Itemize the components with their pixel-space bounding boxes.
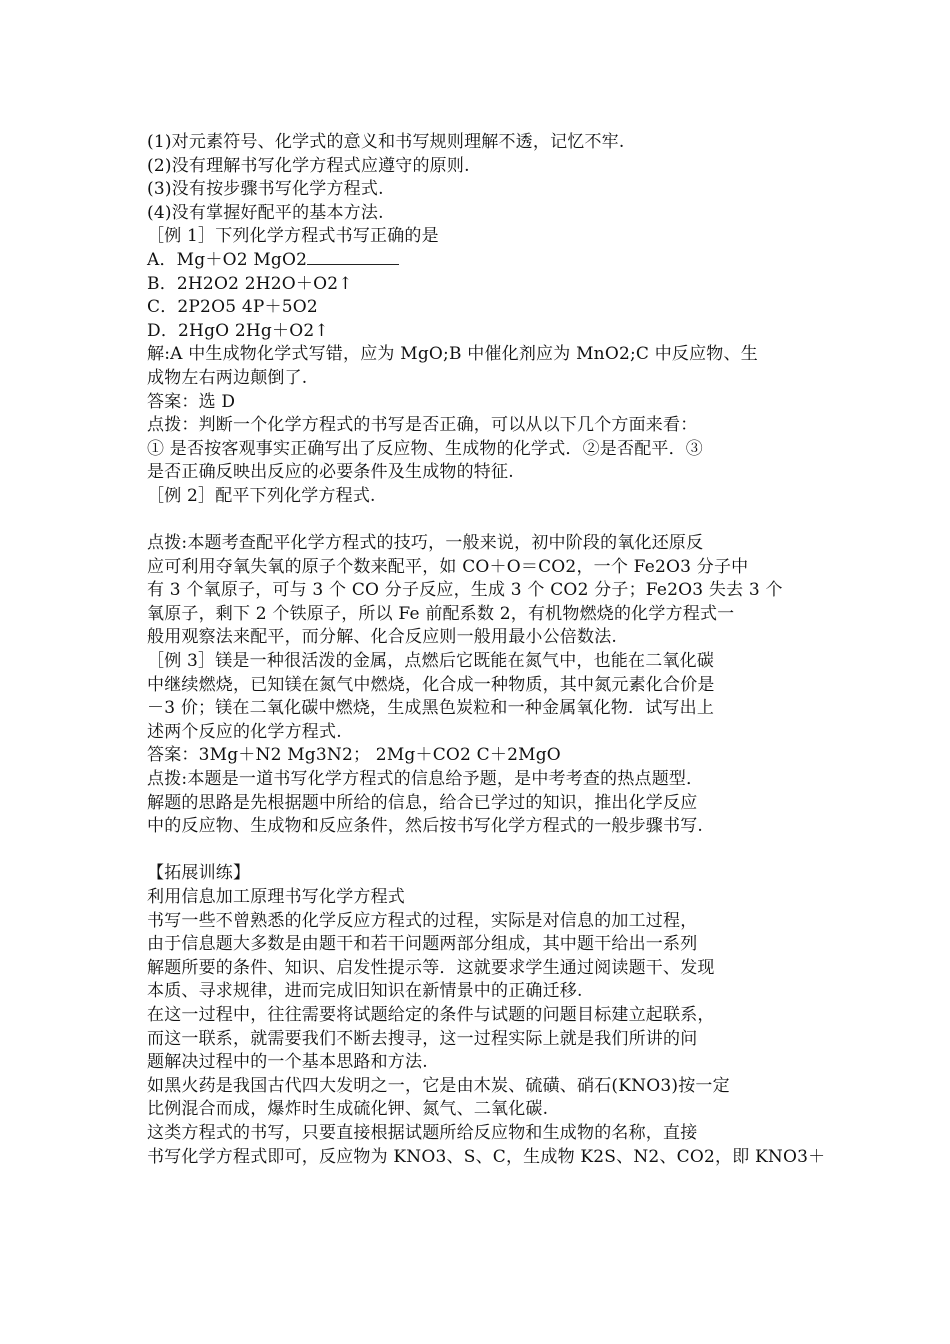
example-3-question: －3 价；镁在二氧化碳中燃烧，生成黑色炭粒和一种金属氧化物．试写出上 <box>147 698 715 719</box>
section-heading: 【拓展训练】 <box>147 863 251 884</box>
solution-text: 成物左右两边颠倒了. <box>147 367 308 388</box>
paragraph-line: 在这一过程中，往往需要将试题给定的条件与试题的问题目标建立起联系， <box>147 1004 715 1025</box>
paragraph-line: 这类方程式的书写，只要直接根据试题所给反应物和生成物的名称，直接 <box>147 1122 698 1143</box>
text-line: (1)对元素符号、化学式的意义和书写规则理解不透，记忆不牢. <box>147 132 625 152</box>
example-3-question: 中继续燃烧，已知镁在氮气中燃烧，化合成一种物质，其中氮元素化合价是 <box>147 674 715 695</box>
answer-text: 答案：3Mg＋N2 Mg3N2； 2Mg＋CO2 C＋2MgO <box>147 745 561 766</box>
document-body <box>147 131 827 1169</box>
option-d: D．2HgO 2Hg＋O2↑ <box>147 320 329 341</box>
example-2-question: ［例 2］配平下列化学方程式. <box>147 485 376 506</box>
hint-text: 有 3 个氧原子，可与 3 个 CO 分子反应，生成 3 个 CO2 分子；Fe2O3 失去 3 个 <box>147 580 783 601</box>
answer-text: 答案：选 D <box>147 391 236 412</box>
blank-line <box>147 839 827 863</box>
hint-text: 解题的思路是先根据题中所给的信息，给合已学过的知识，推出化学反应 <box>147 792 698 813</box>
paragraph-line: 由于信息题大多数是由题干和若干问题两部分组成，其中题干给出一系列 <box>147 934 698 955</box>
text-line: (2)没有理解书写化学方程式应遵守的原则. <box>147 155 470 176</box>
blank-line <box>147 509 827 533</box>
paragraph-line: 书写化学方程式即可，反应物为 KNO3、S、C，生成物 K2S、N2、CO2，即 KNO3＋ <box>147 1146 826 1167</box>
hint-text: 点拨：判断一个化学方程式的书写是否正确，可以从以下几个方面来看： <box>147 415 698 436</box>
hint-text: 点拨:本题是一道书写化学方程式的信息给予题，是中考考查的热点题型． <box>147 769 704 790</box>
paragraph-line: 比例混合而成，爆炸时生成硫化钾、氮气、二氧化碳. <box>147 1099 549 1120</box>
paragraph-line: 本质、寻求规律，进而完成旧知识在新情景中的正确迁移. <box>147 981 583 1002</box>
hint-text: ① 是否按客观事实正确写出了反应物、生成物的化学式．②是否配平．③ <box>147 438 704 459</box>
paragraph-line: 书写一些不曾熟悉的化学反应方程式的过程，实际是对信息的加工过程， <box>147 910 698 931</box>
hint-text: 氧原子，剩下 2 个铁原子，所以 Fe 前配系数 2，有机物燃烧的化学方程式一 <box>147 603 735 624</box>
example-3-question: 述两个反应的化学方程式. <box>147 721 342 742</box>
option-a <box>147 249 827 273</box>
example-3-question: ［例 3］镁是一种很活泼的金属，点燃后它既能在氮气中，也能在二氧化碳 <box>147 651 715 672</box>
paragraph-line: 题解决过程中的一个基本思路和方法. <box>147 1052 428 1073</box>
paragraph-line: 如黑火药是我国古代四大发明之一，它是由木炭、硫磺、硝石(KNO3)按一定 <box>147 1075 730 1096</box>
solution-text: 解:A 中生成物化学式写错，应为 MgO;B 中催化剂应为 MnO2;C 中反应物、生 <box>147 344 758 365</box>
hint-text: 应可利用夺氧失氧的原子个数来配平，如 CO＋O＝CO2，一个 Fe2O3 分子中 <box>147 556 749 577</box>
answer-blank <box>307 249 399 265</box>
hint-text: 中的反应物、生成物和反应条件，然后按书写化学方程式的一般步骤书写. <box>147 816 704 837</box>
text-line: (3)没有按步骤书写化学方程式. <box>147 179 384 200</box>
section-subtitle: 利用信息加工原理书写化学方程式 <box>147 887 405 907</box>
option-b: B．2H2O2 2H2O＋O2↑ <box>147 273 353 294</box>
example-1-question: ［例 1］下列化学方程式书写正确的是 <box>147 226 439 247</box>
hint-text: 点拨:本题考查配平化学方程式的技巧，一般来说，初中阶段的氧化还原反 <box>147 533 704 554</box>
text-line: (4)没有掌握好配平的基本方法. <box>147 202 384 223</box>
hint-text: 是否正确反映出反应的必要条件及生成物的特征. <box>147 462 514 483</box>
hint-text: 般用观察法来配平，而分解、化合反应则一般用最小公倍数法. <box>147 627 618 648</box>
option-c: C．2P2O5 4P＋5O2 <box>147 297 318 318</box>
paragraph-line: 解题所要的条件、知识、启发性提示等．这就要求学生通过阅读题干、发现 <box>147 957 715 978</box>
option-a-text: A．Mg＋O2 MgO2 <box>147 249 308 270</box>
paragraph-line: 而这一联系，就需要我们不断去搜寻，这一过程实际上就是我们所讲的问 <box>147 1028 698 1049</box>
